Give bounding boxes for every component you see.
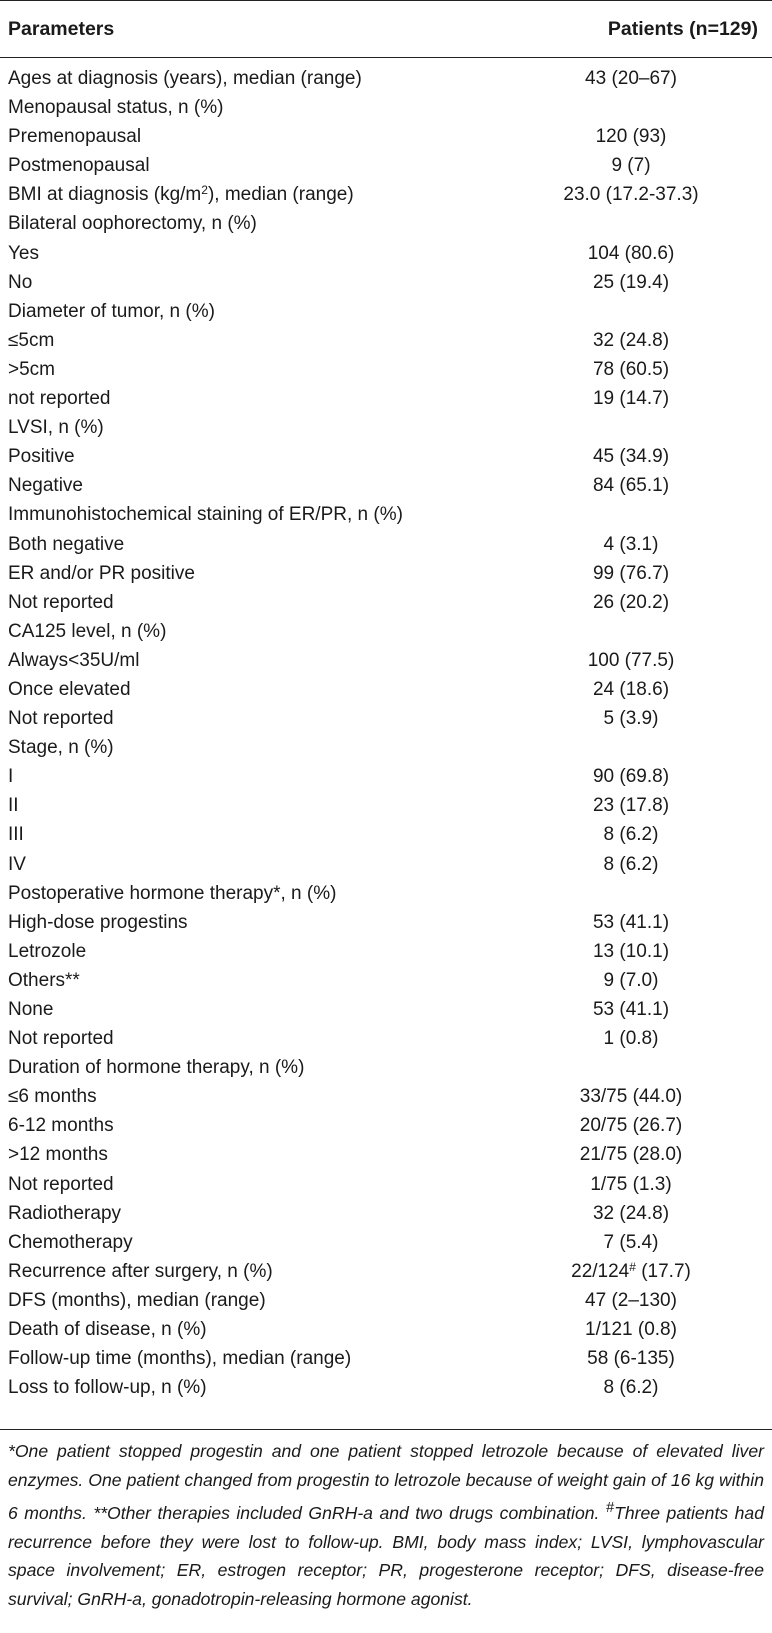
- row-parameter: None: [8, 999, 54, 1020]
- row-value: 120 (93): [595, 126, 667, 148]
- row-parameter-text: BMI at diagnosis (kg/m: [8, 184, 202, 206]
- table-row: [0, 617, 772, 646]
- row-parameter: No: [8, 271, 33, 293]
- table-row: [0, 384, 772, 413]
- table-row: [0, 820, 772, 849]
- row-value: 47 (2–130): [585, 1289, 677, 1311]
- table-row: [0, 1140, 772, 1169]
- row-parameter: Not reported: [8, 1028, 114, 1050]
- table-row: [0, 1199, 772, 1228]
- row-value: 13 (10.1): [592, 940, 670, 962]
- row-parameter-superscript: 2: [201, 183, 208, 198]
- footnote-text-2: Three patients had recurrence before they were lost to follow-up. BMI, body mass index; LVSI, lymphovascular space involvement; ER, estrogen receptor; PR, progesterone receptor; DFS, disease-free survival; GnRH-a, gonadotropin-releasing hormone agonist.: [8, 1503, 764, 1609]
- row-parameter: Stage, n (%): [8, 737, 114, 759]
- table-row: [0, 966, 772, 995]
- row-value: 1/75 (1.3): [590, 1173, 672, 1195]
- row-value: 23.0 (17.2-37.3): [563, 184, 699, 206]
- row-parameter-text: ), median (range): [207, 184, 354, 206]
- row-parameter: Recurrence after surgery, n (%): [8, 1260, 273, 1282]
- row-value: 32 (24.8): [592, 1202, 670, 1224]
- row-value: 53 (41.1): [592, 999, 670, 1020]
- row-value: 90 (69.8): [592, 766, 670, 788]
- row-parameter: Immunohistochemical staining of ER/PR, n (%): [8, 504, 403, 526]
- row-value: 104 (80.6): [587, 242, 675, 264]
- row-parameter: Not reported: [8, 591, 114, 613]
- table-row: [0, 297, 772, 326]
- table-row: [0, 850, 772, 879]
- row-parameter: Loss to follow-up, n (%): [8, 1377, 207, 1399]
- row-value-superscript: #: [629, 1259, 636, 1274]
- row-value: 53 (41.1): [592, 911, 670, 933]
- header-patients: Patients (n=129): [607, 17, 758, 40]
- header-parameters: Parameters: [8, 17, 115, 40]
- table-row: [0, 326, 772, 355]
- table-row: [0, 1053, 772, 1082]
- table-row: [0, 1257, 772, 1286]
- row-value: 26 (20.2): [592, 591, 670, 613]
- row-parameter: Both negative: [8, 533, 125, 555]
- row-parameter: IV: [8, 853, 26, 875]
- row-parameter: not reported: [8, 388, 111, 410]
- row-value: 33/75 (44.0): [579, 1086, 683, 1108]
- table-row: [0, 733, 772, 762]
- table-row: [0, 239, 772, 268]
- row-value: 8 (6.2): [603, 853, 659, 875]
- row-value: 99 (76.7): [592, 562, 670, 584]
- table-row: [0, 1111, 772, 1140]
- table-row: [0, 879, 772, 908]
- row-value: [490, 1257, 772, 1286]
- table-row: [0, 442, 772, 471]
- row-value: 25 (19.4): [592, 271, 670, 293]
- table-row: [0, 1344, 772, 1373]
- table-row: [0, 500, 772, 529]
- row-parameter: 6-12 months: [8, 1115, 114, 1137]
- row-parameter: DFS (months), median (range): [8, 1289, 266, 1311]
- row-parameter: II: [8, 795, 19, 817]
- table-row: [0, 1315, 772, 1344]
- table-bottom-rule: [0, 1429, 772, 1430]
- row-parameter: Radiotherapy: [8, 1202, 122, 1224]
- row-value: 32 (24.8): [592, 329, 670, 351]
- row-value: 7 (5.4): [603, 1231, 659, 1253]
- row-parameter: >5cm: [8, 358, 55, 380]
- table-row: [0, 1228, 772, 1257]
- row-parameter: Menopausal status, n (%): [8, 97, 224, 119]
- table-row: [0, 588, 772, 617]
- row-value: 8 (6.2): [603, 1377, 659, 1399]
- table-row: [0, 64, 772, 93]
- table-row: [0, 1082, 772, 1111]
- row-value: 20/75 (26.7): [579, 1115, 683, 1137]
- table-row: [0, 471, 772, 500]
- table-row: [0, 530, 772, 559]
- row-parameter: ER and/or PR positive: [8, 562, 195, 584]
- row-parameter: Follow-up time (months), median (range): [8, 1348, 352, 1370]
- table-row: [0, 937, 772, 966]
- table-row: [0, 1170, 772, 1199]
- row-parameter: Letrozole: [8, 940, 87, 962]
- row-parameter: Not reported: [8, 1173, 114, 1195]
- table-body: [0, 58, 772, 1402]
- row-parameter: Duration of hormone therapy, n (%): [8, 1057, 305, 1079]
- row-parameter: CA125 level, n (%): [8, 620, 167, 642]
- row-parameter: Premenopausal: [8, 126, 142, 148]
- row-value: 78 (60.5): [592, 358, 670, 380]
- row-parameter: ≤5cm: [8, 329, 55, 351]
- row-value: 84 (65.1): [592, 475, 670, 497]
- row-parameter: Bilateral oophorectomy, n (%): [8, 213, 257, 235]
- row-parameter: Postmenopausal: [8, 155, 150, 177]
- row-parameter: Postoperative hormone therapy*, n (%): [8, 882, 337, 904]
- table-row: [0, 93, 772, 122]
- row-value: 43 (20–67): [585, 68, 677, 89]
- row-value: 1 (0.8): [603, 1028, 659, 1050]
- row-parameter: Diameter of tumor, n (%): [8, 300, 215, 322]
- row-parameter: I: [8, 766, 14, 788]
- row-parameter: Always<35U/ml: [8, 649, 140, 671]
- table-row: [0, 209, 772, 238]
- row-parameter: LVSI, n (%): [8, 417, 104, 439]
- row-value: 5 (3.9): [603, 708, 659, 730]
- row-value: 4 (3.1): [603, 533, 659, 555]
- row-value: 21/75 (28.0): [579, 1144, 683, 1166]
- row-value: 9 (7.0): [603, 969, 659, 991]
- row-value: 24 (18.6): [592, 678, 670, 700]
- table-row: [0, 675, 772, 704]
- row-parameter: Once elevated: [8, 678, 131, 700]
- row-parameter: Chemotherapy: [8, 1231, 133, 1253]
- row-parameter: Death of disease, n (%): [8, 1319, 207, 1341]
- table-row: [0, 180, 772, 209]
- table-row: [0, 151, 772, 180]
- row-parameter: Ages at diagnosis (years), median (range): [8, 68, 362, 89]
- table-footnote: [8, 1437, 764, 1613]
- table-row: [0, 791, 772, 820]
- row-value: 8 (6.2): [603, 824, 659, 846]
- row-parameter: ≤6 months: [8, 1086, 97, 1108]
- row-value: 1/121 (0.8): [585, 1319, 677, 1341]
- table-row: [0, 908, 772, 937]
- row-parameter: Negative: [8, 475, 83, 497]
- row-parameter: High-dose progestins: [8, 911, 188, 933]
- table-row: [0, 995, 772, 1024]
- row-value: 45 (34.9): [592, 446, 670, 468]
- table-row: [0, 646, 772, 675]
- row-parameter: Others**: [8, 969, 80, 991]
- table-header-row: [0, 1, 772, 58]
- table-row: [0, 1373, 772, 1402]
- row-parameter: Yes: [8, 242, 39, 264]
- row-value-text: (17.7): [635, 1260, 691, 1282]
- table-row: [0, 704, 772, 733]
- table-row: [0, 268, 772, 297]
- row-parameter: Not reported: [8, 708, 114, 730]
- table-row: [0, 355, 772, 384]
- row-value: 19 (14.7): [592, 388, 670, 410]
- table-row: [0, 1286, 772, 1315]
- row-parameter: Positive: [8, 446, 75, 468]
- row-value: 100 (77.5): [587, 649, 675, 671]
- row-value: 23 (17.8): [592, 795, 670, 817]
- row-value-text: 22/124: [571, 1260, 630, 1282]
- row-value: 58 (6-135): [587, 1348, 675, 1370]
- table-row: [0, 762, 772, 791]
- row-parameter: >12 months: [8, 1144, 108, 1166]
- row-value: 9 (7): [611, 155, 651, 177]
- footnote-hash-marker: #: [605, 1500, 615, 1517]
- table-row: [0, 122, 772, 151]
- row-parameter: [0, 180, 490, 209]
- table-row: [0, 1024, 772, 1053]
- footnote-text-1: *One patient stopped progestin and one patient stopped letrozole because of elevated liver enzymes. One patient changed from progestin to letrozole because of weight gain of 16 kg within 6 months. **Other therapies included GnRH-a and two drugs combination.: [8, 1441, 764, 1524]
- table-row: [0, 413, 772, 442]
- row-parameter: III: [8, 824, 24, 846]
- table-row: [0, 559, 772, 588]
